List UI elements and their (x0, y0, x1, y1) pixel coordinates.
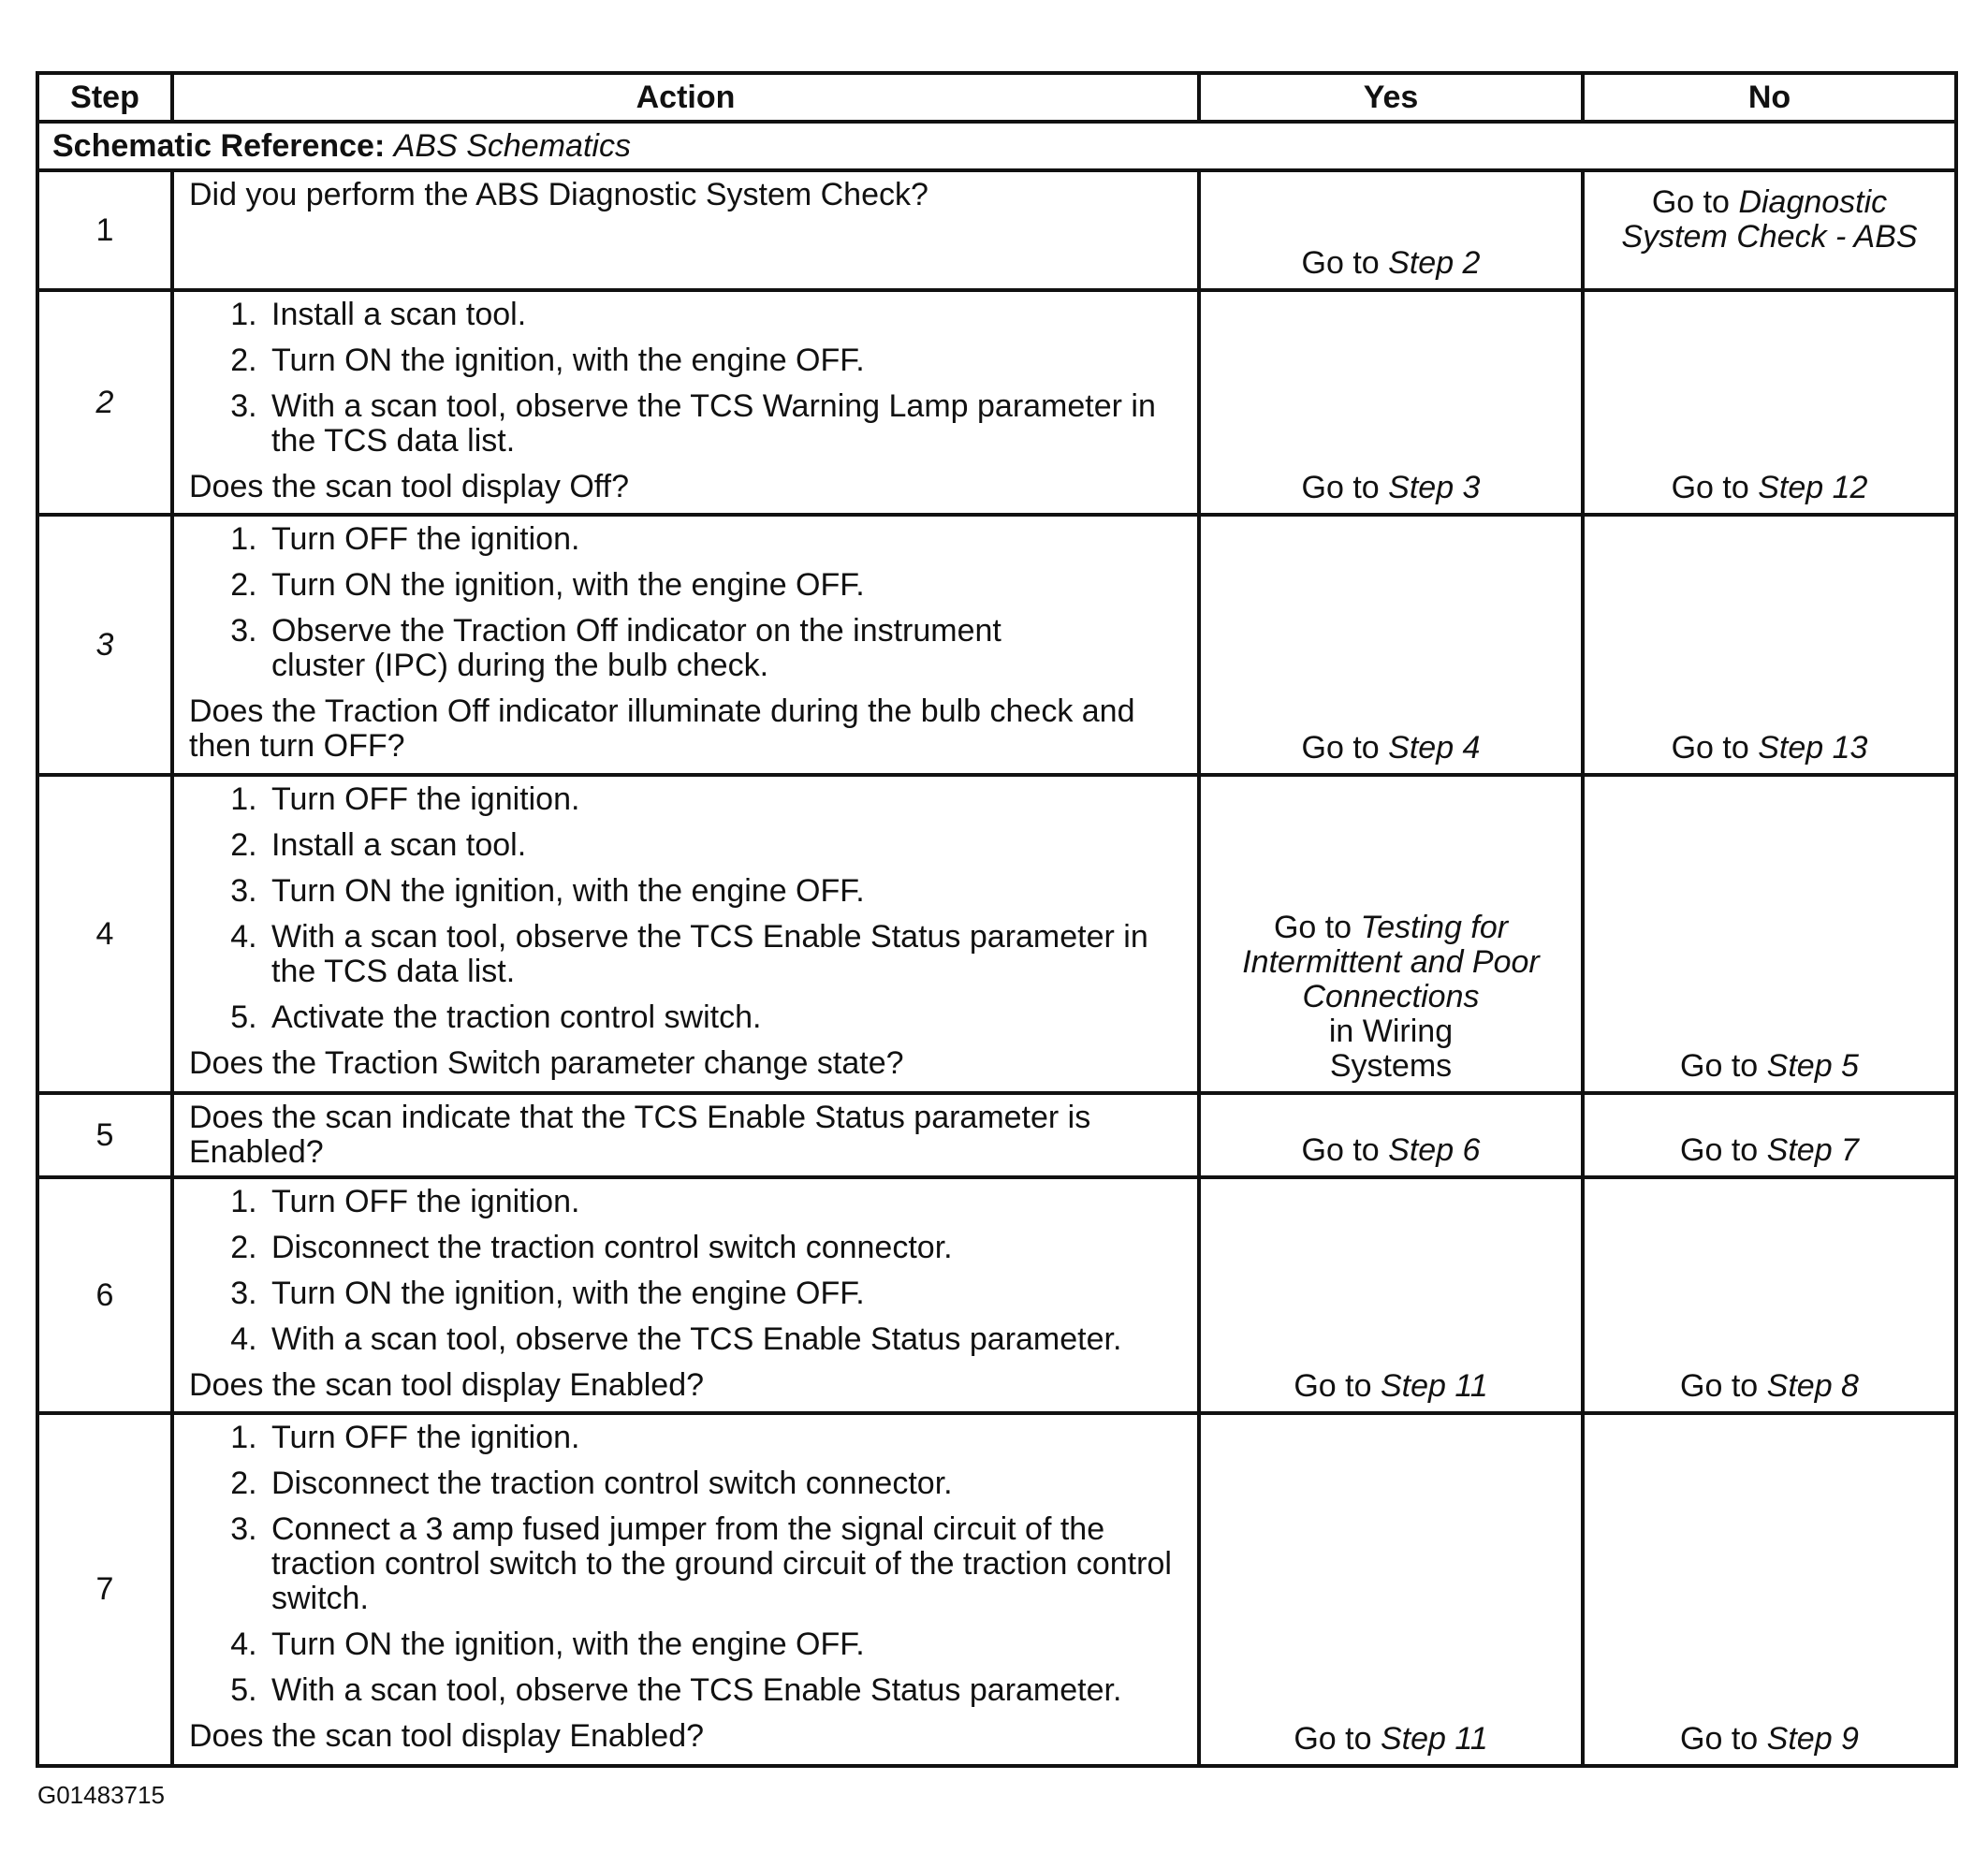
no-link[interactable]: Diagnostic (1738, 184, 1888, 220)
action-step: 5. With a scan tool, observe the TCS Enable Status parameter. (266, 1673, 1184, 1708)
go-to-text: Go to (1301, 470, 1380, 505)
step-number: 2 (37, 290, 172, 515)
action-step: 1. Install a scan tool. (266, 298, 1184, 332)
yes-cell (1199, 1093, 1583, 1177)
yes-link[interactable]: Step 6 (1388, 1132, 1481, 1168)
table-row (37, 1177, 1956, 1413)
action-cell (172, 775, 1199, 1093)
go-to-text: Go to (1680, 1132, 1759, 1168)
no-cell (1583, 1093, 1956, 1177)
action-step: 3. Connect a 3 amp fused jumper from the signal circuit of the traction control switch to the ground circuit of the traction control switch. (266, 1512, 1184, 1616)
yes-link[interactable]: Step 11 (1380, 1368, 1488, 1404)
yes-text: Systems (1329, 1048, 1453, 1084)
table-row (37, 170, 1956, 290)
step-question: Does the scan tool display Enabled? (189, 1718, 705, 1754)
yes-link[interactable]: Step 11 (1380, 1721, 1488, 1757)
action-step: 1. Turn OFF the ignition. (266, 782, 1184, 817)
yes-cell (1199, 775, 1583, 1093)
go-to-text: Go to (1671, 730, 1749, 766)
action-step: 2. Disconnect the traction control switch connector. (266, 1231, 1184, 1265)
go-to-text: Go to (1301, 730, 1380, 766)
action-step: 1. Turn OFF the ignition. (266, 522, 1184, 557)
action-step: 1. Turn OFF the ignition. (266, 1185, 1184, 1219)
yes-cell (1199, 1177, 1583, 1413)
table-row (37, 1413, 1956, 1766)
go-to-text: Go to (1294, 1721, 1372, 1757)
action-cell (172, 1177, 1199, 1413)
action-cell (172, 1413, 1199, 1766)
schematic-reference-label: Schematic Reference: (52, 127, 386, 164)
step-question: Does the scan tool display Off? (189, 469, 629, 504)
table-row (37, 515, 1956, 775)
action-steps (189, 298, 1184, 459)
schematic-reference-link[interactable]: ABS Schematics (393, 127, 631, 164)
figure-id: G01483715 (37, 1781, 165, 1809)
go-to-text: Go to (1680, 1048, 1759, 1084)
action-steps (189, 522, 1184, 683)
yes-link[interactable]: Step 2 (1388, 245, 1481, 281)
header-action: Action (172, 73, 1199, 122)
step-question: Does the Traction Off indicator illuminate during the bulb check and then turn OFF? (189, 693, 1135, 764)
table-row (37, 775, 1956, 1093)
no-link[interactable]: Step 13 (1758, 730, 1868, 766)
action-steps (189, 1185, 1184, 1357)
no-cell (1583, 170, 1956, 290)
go-to-text: Go to (1294, 1368, 1372, 1404)
action-step: 4. With a scan tool, observe the TCS Enable Status parameter in the TCS data list. (266, 920, 1184, 989)
schematic-reference-row (37, 122, 1956, 170)
step-question: Does the scan tool display Enabled? (189, 1367, 705, 1403)
yes-link[interactable]: Step 3 (1388, 470, 1481, 505)
header-yes: Yes (1199, 73, 1583, 122)
action-cell (172, 290, 1199, 515)
action-step: 3. With a scan tool, observe the TCS Warning Lamp parameter in the TCS data list. (266, 389, 1184, 459)
no-cell (1583, 1177, 1956, 1413)
schematic-reference (37, 122, 1956, 170)
table-row (37, 290, 1956, 515)
step-question: Does the scan indicate that the TCS Enable Status parameter is Enabled? (189, 1100, 1091, 1170)
yes-cell (1199, 515, 1583, 775)
go-to-text: Go to (1301, 245, 1380, 281)
yes-cell (1199, 290, 1583, 515)
action-step: 3. Observe the Traction Off indicator on the instrument cluster (IPC) during the bulb check. (266, 614, 1184, 683)
action-cell (172, 515, 1199, 775)
yes-cell (1199, 170, 1583, 290)
yes-link-cont[interactable]: Connections (1302, 979, 1480, 1014)
action-steps (189, 1421, 1184, 1708)
action-step: 1. Turn OFF the ignition. (266, 1421, 1184, 1455)
no-cell (1583, 1413, 1956, 1766)
no-link[interactable]: Step 5 (1766, 1048, 1859, 1084)
action-step: 3. Turn ON the ignition, with the engine OFF. (266, 874, 1184, 909)
no-link[interactable]: Step 9 (1766, 1721, 1859, 1757)
no-link-cont[interactable]: System Check - ABS (1621, 219, 1918, 255)
yes-link[interactable]: Testing for (1360, 910, 1509, 945)
no-link[interactable]: Step 7 (1766, 1132, 1859, 1168)
yes-cell (1199, 1413, 1583, 1766)
go-to-text: Go to (1301, 1132, 1380, 1168)
header-no: No (1583, 73, 1956, 122)
action-step: 2. Turn ON the ignition, with the engine OFF. (266, 568, 1184, 603)
go-to-text: Go to (1651, 184, 1730, 220)
action-step: 2. Install a scan tool. (266, 828, 1184, 863)
table-header-row (37, 73, 1956, 122)
action-step: 4. With a scan tool, observe the TCS Enable Status parameter. (266, 1322, 1184, 1357)
no-cell (1583, 290, 1956, 515)
no-link[interactable]: Step 8 (1766, 1368, 1859, 1404)
header-step: Step (37, 73, 172, 122)
step-number: 6 (37, 1177, 172, 1413)
no-link[interactable]: Step 12 (1758, 470, 1868, 505)
action-step: 3. Turn ON the ignition, with the engine OFF. (266, 1276, 1184, 1311)
step-question: Does the Traction Switch parameter change state? (189, 1045, 904, 1081)
step-number: 5 (37, 1093, 172, 1177)
go-to-text: Go to (1273, 910, 1352, 945)
action-step: 4. Turn ON the ignition, with the engine OFF. (266, 1627, 1184, 1662)
go-to-text: Go to (1680, 1721, 1759, 1757)
action-steps (189, 782, 1184, 1035)
diagnostic-table (36, 71, 1958, 1768)
no-cell (1583, 775, 1956, 1093)
step-number: 4 (37, 775, 172, 1093)
go-to-text: Go to (1680, 1368, 1759, 1404)
action-step: 2. Turn ON the ignition, with the engine OFF. (266, 343, 1184, 378)
action-cell (172, 1093, 1199, 1177)
step-question: Did you perform the ABS Diagnostic System Check? (189, 177, 928, 212)
yes-link[interactable]: Step 4 (1388, 730, 1481, 766)
action-step: 5. Activate the traction control switch. (266, 1000, 1184, 1035)
go-to-text: Go to (1671, 470, 1749, 505)
step-number: 1 (37, 170, 172, 290)
step-number: 7 (37, 1413, 172, 1766)
yes-link-cont[interactable]: Intermittent and Poor (1242, 944, 1540, 980)
yes-text: in Wiring (1328, 1014, 1454, 1049)
action-cell (172, 170, 1199, 290)
table-row (37, 1093, 1956, 1177)
diagnostic-table-sheet (36, 71, 1954, 1768)
no-cell (1583, 515, 1956, 775)
action-step: 2. Disconnect the traction control switch connector. (266, 1466, 1184, 1501)
step-number: 3 (37, 515, 172, 775)
